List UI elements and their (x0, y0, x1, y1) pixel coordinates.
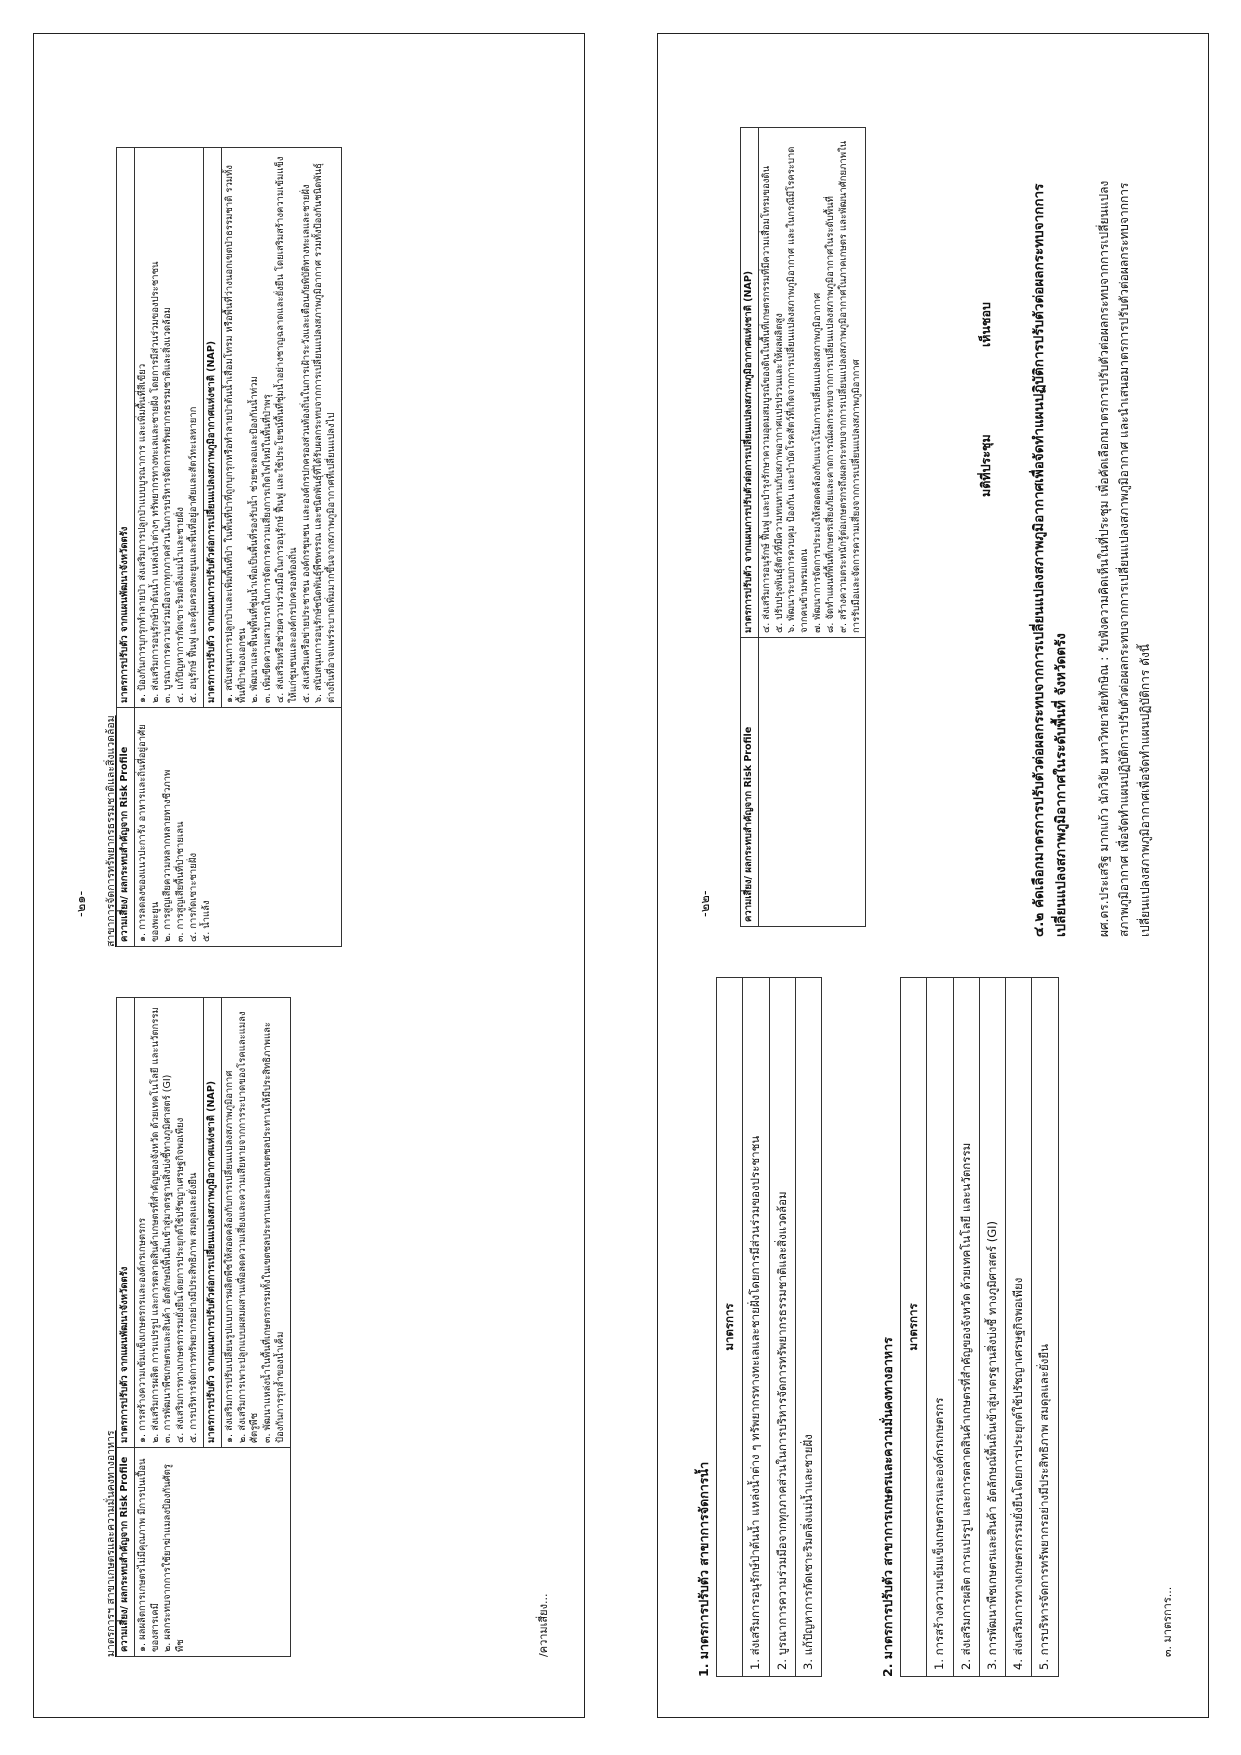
page-21-content (34, 34, 584, 1717)
risk-item: ๑. ผลผลิตการเกษตรไม่มีคุณภาพ มีการปนเปื้อนของสารเคมี (136, 1458, 161, 1652)
measure-row: 2. บูรณาการความร่วมมือจากทุกภาคส่วนในการบริหารจัดการทรัพยากรธรรมชาติและสิ่งแวดล้อม (769, 978, 795, 1677)
water-section-title: 1. มาตรการปรับตัว สาขาการจัดการน้ำ (696, 1461, 711, 1677)
nap-cell (221, 148, 341, 708)
nap-item: ๓. เพิ่มขีดความสามารถในการจัดการความเสี่ยงการเกิดไฟไหม้ในพื้นที่ป่าพรุ (262, 394, 274, 703)
water-measures-table (716, 977, 822, 1677)
nap-item: ๕. ปรับปรุงพันธุ์สัตว์ที่มีความทนทานกับสภาพอากาศแปรปรวนและให้ผลผลิตสูง (773, 313, 785, 633)
nap-item: ๑. สนับสนุนการปลูกป่าและเพิ่มพื้นที่ป่า ในพื้นที่ป่าที่ถูกบุกรุกหรือทำลายป่าต้นน้ำเสื่อมโทรม หรือพื้นที่ว่างนอกเขตป่าธรรมชาติ รวมทั้งพื้นที่ป่าของเอกชน (223, 165, 248, 703)
agri-section-title: 2. มาตรการปรับตัว สาขาการเกษตรและความมั่นคงทางอาหาร (880, 1337, 895, 1677)
measure-item: ๒. ส่งเสริมการอนุรักษ์ป่าต้นน้ำ แหล่งน้ำต่างๆ ทรัพยากรทางทะเลและชายฝั่ง โดยการมีส่วนร่วมของประชาชน (149, 261, 161, 703)
nap-cell (758, 128, 866, 638)
agenda-title: ๔.๒ คัดเลือกมาตรการปรับตัวต่อผลกระทบจากการเปลี่ยนแปลงสภาพภูมิอากาศเพื่อจัดทำแผนปฏิบัติการปรับตัวต่อผลกระทบจากการเปลี่ยนแปลงสภาพภูมิอากาศในระดับพื้นที่ จังหวัดตรัง (1031, 183, 1070, 937)
nap-cell (221, 998, 290, 1448)
measure-row: 2. ส่งเสริมการผลิต การแปรรูป และการตลาดสินค้าเกษตรที่สำคัญของจังหวัด ด้วยเทคโนโลยี และนวัตกรรม (953, 978, 979, 1677)
measures-header: มาตรการ (901, 978, 927, 1677)
risk-item: ๑. การลดลงของแนวปะการัง อาหารและถิ่นที่อยู่อาศัยของพะยูน (136, 724, 161, 942)
nap-item: ๘. จัดทำแผนที่พื้นที่เกษตรเสี่ยงภัยและคาดการณ์ผลกระทบจากการเปลี่ยนแปลงสภาพภูมิอากาศในระดับพื้นที่ (824, 196, 836, 633)
risk-item: ๕. น้ำแล้ง (200, 900, 212, 942)
nap-item: ๔. ส่งเสริมการอนุรักษ์ ฟื้นฟู และบำรุงรักษาความอุดมสมบูรณ์ของดินในพื้นที่เกษตรกรรมที่มีความเสื่อมโทรมของดิน (760, 165, 772, 633)
risk-cell (134, 708, 341, 947)
measure-item: ๕. การบริหารจัดการทรัพยากรอย่างมีประสิทธิภาพ สมดุลและยั่งยืน (188, 1172, 200, 1443)
col-risk-header: ความเสี่ยง/ ผลกระทบสำคัญจาก Risk Profile (741, 638, 759, 927)
col-risk-header: ความเสี่ยง/ ผลกระทบสำคัญจาก Risk Profile (117, 1448, 135, 1657)
page-number: -๒๑- (74, 890, 89, 917)
agenda-body: ผศ.ดร.ประเสริฐ มากแก้ว นักวิจัย มหาวิทยาลัยทักษิณ : รับฟังความคิดเห็นในที่ประชุม เพื่อคัดเลือกมาตรการปรับตัวต่อผลกระทบจากการเปลี่ยนแปลงสภาพภูมิอากาศ เพื่อจัดทำแผนปฏิบัติการปรับตัวต่อผลกระทบจากการเปลี่ยนแปลงสภาพภูมิอากาศ และนำเสนอมาตรการปรับตัวต่อผลกระทบจากการเปลี่ยนแปลงสภาพภูมิอากาศเพื่อจัดทำแผนปฏิบัติการ ดังนี้ (1097, 180, 1152, 937)
col-measure-header: มาตรการปรับตัว จากแผนพัฒนาจังหวัดตรัง (117, 998, 135, 1448)
col-nap-header: มาตรการปรับตัว จากแผนการปรับตัวต่อการเปลี่ยนแปลงสภาพภูมิอากาศแห่งชาติ (NAP) (741, 128, 759, 638)
col-risk-header: ความเสี่ยง/ ผลกระทบสำคัญจาก Risk Profile (117, 708, 135, 947)
measure-cell (134, 998, 203, 1448)
nap-item: ๑. ส่งเสริมการปรับเปลี่ยนรูปแบบการผลิตพืชให้สอดคล้องกับการเปลี่ยนแปลงสภาพภูมิอากาศ (223, 1070, 235, 1443)
measure-item: ๓. บูรณาการความร่วมมือจากทุกภาคส่วนในการบริหารจัดการทรัพยากรธรรมชาติและสิ่งแวดล้อม (162, 307, 174, 703)
nap-item: ๖. สนับสนุนการอนุรักษ์ชนิดพันธุ์พืชพรรณ และชนิดพันธุ์ที่ได้รับผลกระทบจากการเปลี่ยนแปลงสภาพภูมิอากาศ รวมทั้งป้องกันชนิดพันธุ์ต่างถิ่นที่อาจแพร่ระบาดเพิ่มมากขึ้นจากสภาพภูมิอากาศที่เปลี่ยนแปลงไป (313, 163, 338, 703)
measure-cell (134, 148, 203, 708)
page-number: -๒๒- (698, 890, 713, 917)
col-measure-header: มาตรการปรับตัว จากแผนพัฒนาจังหวัดตรัง (117, 148, 135, 708)
measure-row: 5. การบริหารจัดการทรัพยากรอย่างมีประสิทธิภาพ สมดุลและยั่งยืน (1032, 978, 1058, 1677)
measure-item: ๔. แก้ปัญหาการกัดเซาะริมตลิ่งแม่น้ำและชายฝั่ง (175, 507, 187, 703)
risk-cell (134, 1448, 290, 1657)
section-title: มาตรการฯ สาขาเกษตรและความมั่นคงทางอาหาร (105, 1430, 117, 1657)
nap-item: ๖. พัฒนาระบบการควบคุม ป้องกัน และบำบัดโรคสัตว์ที่เกิดจากการเปลี่ยนแปลงสภาพภูมิอากาศ และในกรณีมีโรคระบาดจากคนข้ามพรมแดน (786, 146, 811, 633)
measure-item: ๑. การสร้างความเข้มแข็งเกษตรกรและองค์กรเกษตรกร (136, 1217, 148, 1443)
page-21 (33, 33, 585, 1718)
measure-item: ๑. ป้องกันการบุกรุกทำลายป่า ส่งเสริมการปลูกป่าแบบบูรณาการ และเพิ่มพื้นที่สีเขียว (136, 363, 148, 703)
nap-item: ๒. ส่งเสริมการเพาะปลูกแบบผสมผสานเพื่อลดความเสี่ยงและความเสียหายจากการระบาดของโรคและแมลงศัตรูพืช (236, 1011, 261, 1443)
nap-item: ๙. สร้างความตระหนักรู้ต่อเกษตรกรถึงผลกระทบจากการเปลี่ยนแปลงสภาพภูมิอากาศในภาคเกษตร และพัฒนาศักยภาพในการรับมือและจัดการความเสี่ยงจากการเปลี่ยนแปลงสภาพภูมิอากาศ (837, 140, 862, 633)
risk-item: ๓. การสูญเสียพื้นที่ป่าชายเลน (175, 821, 187, 942)
nap-item: ๓. พัฒนาแหล่งน้ำในพื้นที่เกษตรกรรมทั้งในเขตชลประทานและนอกเขตชลประทานให้มีประสิทธิภาพและป้องกันการรุกล้ำของน้ำเค็ม (262, 1022, 286, 1443)
risk-cell-empty (758, 638, 866, 927)
measure-item: ๕. อนุรักษ์ ฟื้นฟู และคุ้มครองพะยูนและพื้นที่อยู่อาศัยและสัตว์ทะเลหายาก (188, 406, 200, 703)
nap-table-continued (740, 127, 866, 927)
measure-item: ๒. ส่งเสริมการผลิต การแปรรูป และการตลาดสินค้าเกษตรที่สำคัญของจังหวัด ด้วยเทคโนโลยี และนวัตกรรม (149, 1007, 161, 1443)
section-title: สาขาการจัดการทรัพยากรธรรมชาติและสิ่งแวดล้อม (105, 715, 117, 947)
nap-item: ๕. ส่งเสริมเครือข่ายประชาชน องค์กรชุมชน และองค์กรปกครองส่วนท้องถิ่นในการเฝ้าระวังและเตือนภัยพิบัติทางทะเลและชายฝั่ง (300, 184, 312, 703)
agri-measures-table (900, 977, 1059, 1677)
measures-header: มาตรการ (717, 978, 743, 1677)
risk-table-environment (116, 147, 342, 947)
measure-row: 4. ส่งเสริมการทางเกษตรกรรมยั่งยืนโดยการประยุกต์ใช้ปรัชญาเศรษฐกิจพอเพียง (1006, 978, 1032, 1677)
measure-row: 3. การพัฒนาพืชเกษตรและสินค้า อัตลักษณ์พื้นถิ่นเข้าสู่มาตรฐานสิ่งบ่งชี้ ทางภูมิศาสตร์ (GI) (979, 978, 1005, 1677)
measure-item: ๔. ส่งเสริมการทางเกษตรกรรมยั่งยืนโดยการประยุกต์ใช้ปรัชญาเศรษฐกิจพอเพียง (175, 1117, 187, 1443)
risk-item: ๒. การสูญเสียความหลากหลายทางชีวภาพ (162, 769, 174, 942)
nap-item: ๗. พัฒนาการจัดการประมงให้สอดคล้องกับแนวโน้มการเปลี่ยนแปลงสภาพภูมิอากาศ (812, 292, 824, 633)
measure-row: 1. ส่งเสริมการอนุรักษ์ป่าต้นน้ำ แหล่งน้ำต่าง ๆ ทรัพยากรทางทะเลและชายฝั่งโดยการมีส่วนร่วมของประชาชน (743, 978, 769, 1677)
measure-item: ๓. การพัฒนาพืชเกษตรและสินค้า อัตลักษณ์พื้นถิ่นเข้าสู่มาตรฐานสิ่งบ่งชี้ทางภูมิศาสตร์ (GI) (162, 1074, 174, 1443)
nap-item: ๒. พัฒนาและฟื้นฟูพื้นที่ชุ่มน้ำเพื่อเป็นพื้นที่รองรับน้ำ ช่วยชะลอและป้องกันน้ำท่วม (249, 376, 261, 703)
page-footer: ๓. มาตรการ... (1161, 1586, 1174, 1657)
risk-table-agriculture (116, 997, 291, 1657)
nap-heading: มาตรการปรับตัว จากแผนการปรับตัวต่อการเปลี่ยนแปลงสภาพภูมิอากาศแห่งชาติ (NAP) (203, 148, 221, 708)
resolution-label: มติที่ประชุม (978, 434, 993, 497)
measure-row: 3. แก้ปัญหาการกัดเซาะริมตลิ่งแม่น้ำและชายฝั่ง (795, 978, 821, 1677)
page-footer: /ความเสี่ยง... (537, 1593, 550, 1657)
risk-item: ๔. การกัดเซาะชายฝั่ง (188, 852, 200, 942)
page-22-content (658, 34, 1208, 1717)
resolution-value: เห็นชอบ (978, 302, 993, 347)
nap-item: ๔. ส่งเสริมหรือช่วยความร่วมมือในการอนุรักษ์ ฟื้นฟู และใช้ประโยชน์พื้นที่ชุ่มน้ำอย่างชาญฉลาดและยั่งยืน โดยเสริมสร้างความเข้มแข็งให้แก่ชุมชนและองค์กรปกครองท้องถิ่น (274, 156, 299, 703)
nap-heading: มาตรการปรับตัว จากแผนการปรับตัวต่อการเปลี่ยนแปลงสภาพภูมิอากาศแห่งชาติ (NAP) (203, 998, 221, 1448)
page-22 (657, 33, 1209, 1718)
measure-row: 1. การสร้างความเข้มแข็งเกษตรกรและองค์กรเกษตรกร (927, 978, 953, 1677)
risk-item: ๒. ผลกระทบจากการใช้ยาฆ่าแมลงป้องกันศัตรูพืช (162, 1464, 187, 1652)
